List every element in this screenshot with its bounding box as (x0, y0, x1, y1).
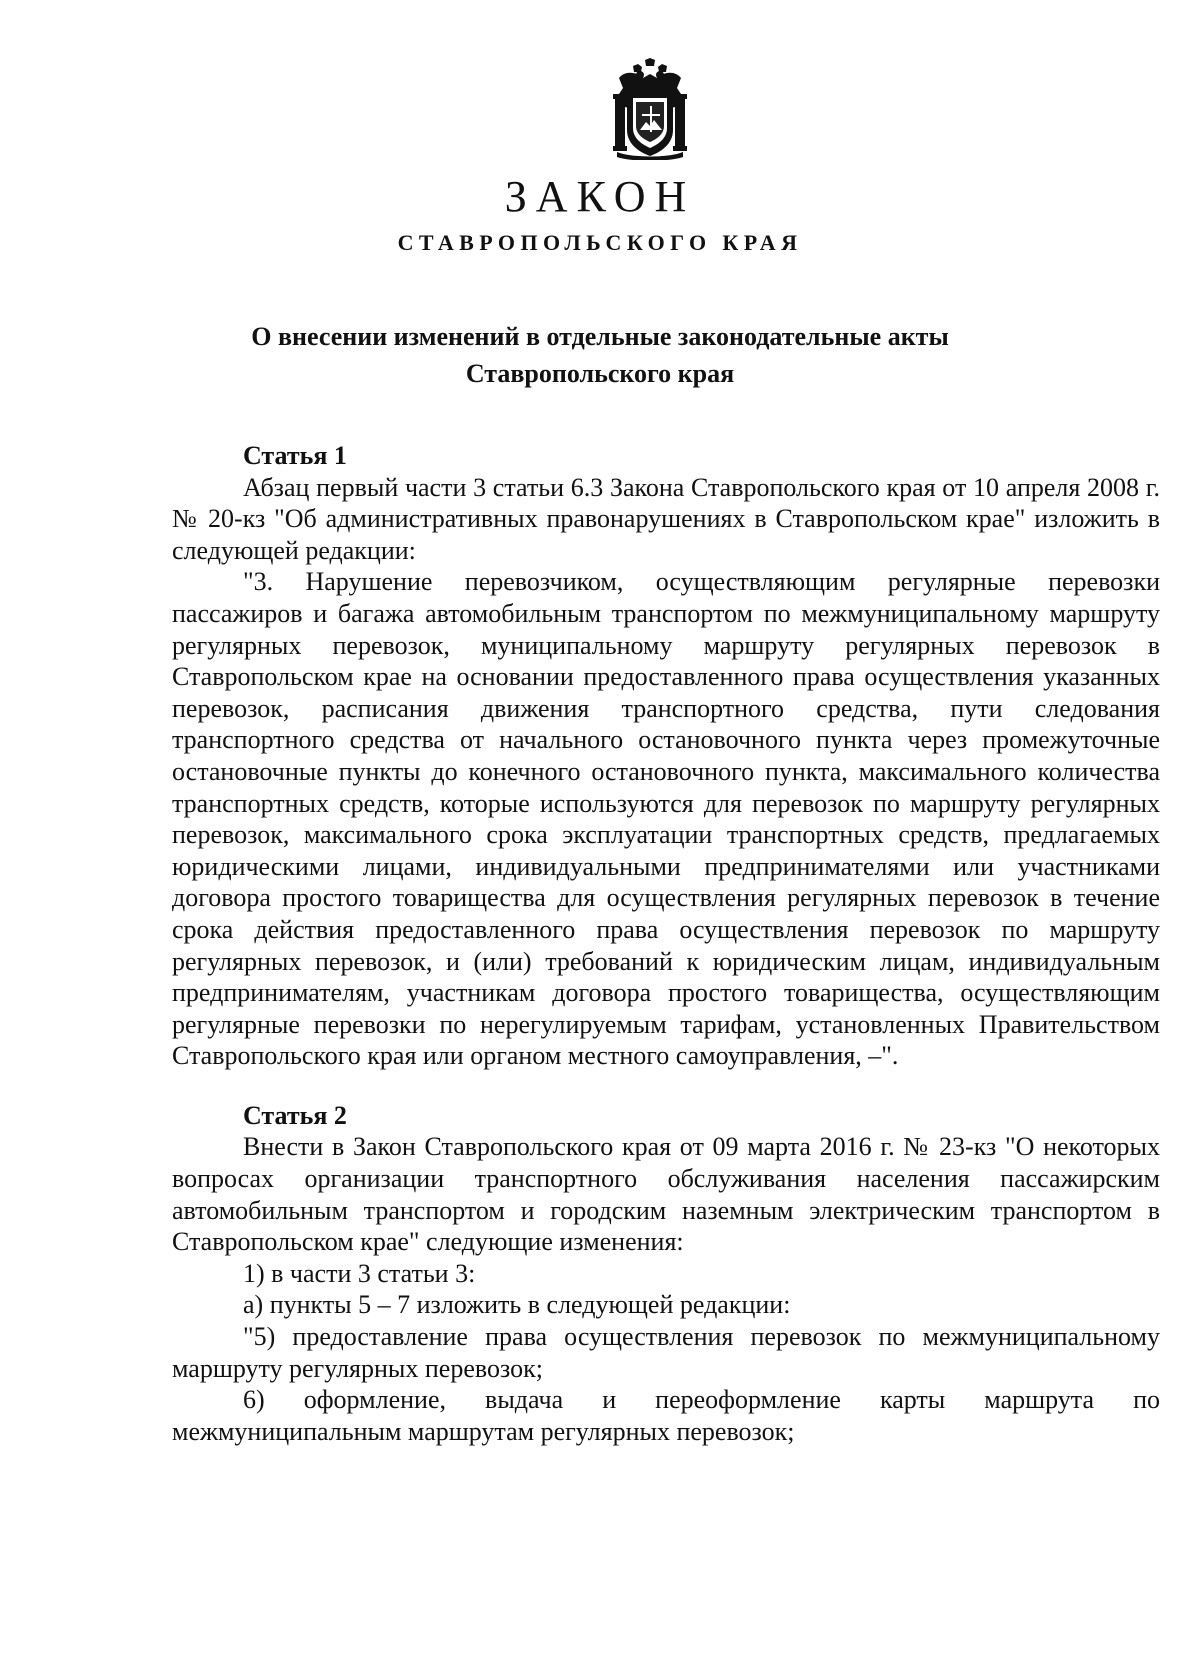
article-1 (172, 440, 1160, 1072)
law-name-line-2: Ставропольского края (465, 359, 735, 388)
article-2-paragraph: 1) в части 3 статьи 3: (243, 1258, 476, 1288)
law-name (0, 318, 1200, 392)
coat-of-arms-icon (611, 58, 689, 160)
article-2-paragraph: а) пункты 5 – 7 изложить в следующей редакции: (243, 1290, 791, 1320)
article-1-title: Статья 1 (243, 441, 347, 470)
document-title: ЗАКОН (504, 172, 696, 221)
article-2-paragraph: Внести в Закон Ставропольского края от 09 марта 2016 г. № 23-кз "О некоторых вопросах организации транспортного обслуживания населения пассажирским автомобильным транспортом и городским наземным электрическим транспортом в Ставропольском крае" следующие изменения: (172, 1132, 1160, 1257)
article-2-paragraph: "5) предоставление права осуществления перевозок по межмуниципальному маршруту регулярных перевозок; (172, 1322, 1160, 1383)
law-name-line-1: О внесении изменений в отдельные законодательные акты (251, 322, 949, 351)
article-1-paragraph: "3. Нарушение перевозчиком, осуществляющим регулярные перевозки пассажиров и багажа автомобильным транспортом по межмуниципальному маршруту регулярных перевозок, муниципальному маршруту регулярных перевозок в Ставропольском крае на основании предоставленного права осуществления указанных перевозок, расписания движения транспортного средства, пути следования транспортного средства от начального остановочного пункта через промежуточные остановочные пункты до конечного остановочного пункта, максимального количества транспортных средств, которые используются для перевозок по маршруту регулярных перевозок, максимального срока эксплуатации транспортных средств, предлагаемых юридическими лицами, индивидуальными предпринимателями или участниками договора простого товарищества для осуществления регулярных перевозок в течение срока действия предоставленного права осуществления перевозок по маршруту регулярных перевозок, и (или) требований к юридическим лицам, индивидуальным предпринимателям, участникам договора простого товарищества, осуществляющим регулярные перевозки по нерегулируемым тарифам, установленных Правительством Ставропольского края или органом местного самоуправления, –". (172, 567, 1160, 1071)
article-1-paragraph: Абзац первый части 3 статьи 6.3 Закона Ставропольского края от 10 апреля 2008 г. № 20-кз "Об административных правонарушениях в Ставропольском крае" изложить в следующей редакции: (172, 472, 1160, 565)
article-2-title: Статья 2 (243, 1100, 347, 1130)
document-body (172, 440, 1160, 1447)
article-2-paragraph: 6) оформление, выдача и переоформление карты маршрута по межмуниципальным маршрутам регулярных перевозок; (172, 1385, 1160, 1446)
article-2 (172, 1100, 1160, 1448)
article-gap (172, 1072, 1160, 1100)
document-subtitle: СТАВРОПОЛЬСКОГО КРАЯ (397, 230, 803, 255)
